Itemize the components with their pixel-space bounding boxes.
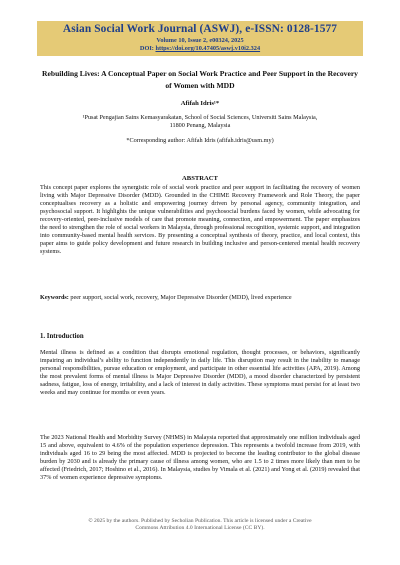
journal-title: Asian Social Work Journal (ASWJ), e-ISSN: 0128-1577 — [62, 23, 338, 35]
doi-link[interactable]: https://doi.org/10.47405/aswj.v10i2.324 — [155, 45, 261, 52]
affiliation-line-2: 11800 Penang, Malaysia — [169, 122, 231, 130]
journal-header — [37, 21, 363, 56]
corresponding-author: *Corresponding author: Afifah Idris (afifah.idris@usm.my) — [126, 136, 274, 144]
affiliation-line-1: ¹Pusat Pengajian Sains Kemasyarakatan, School of Social Sciences, Universiti Sains Malaysia, — [82, 114, 318, 121]
section-heading-introduction: 1. Introduction — [40, 333, 84, 340]
intro-paragraph-1: Mental illness is defined as a condition that disrupts emotional regulation, thought processes, or behaviors, significantly impairing an individual’s ability to function independently in daily life. This disruption may result in the inability to manage personal responsibilities, pursue education or employment, and participate in other essential life activities (APA, 2019). Among the most prevalent forms of mental illness is Major Depressive Disorder (MDD), a mood disorder characterized by persistent sadness, fatigue, loss of energy, irritability, and a lack of interest in daily activities. These symptoms must persist for at least two weeks and may continue for months or even years. — [40, 349, 360, 396]
keywords-label: Keywords: — [40, 294, 69, 301]
license-footer — [40, 518, 360, 533]
footer-line-2: Commons Attribution 4.0 International License (CC BY). — [135, 525, 265, 532]
abstract-heading: ABSTRACT — [182, 175, 218, 182]
intro-paragraph-2: The 2023 National Health and Morbidity Survey (NHMS) in Malaysia reported that approximately one million individuals aged 15 and above, equivalent to 4.6% of the population experience depression. This represents a twofold increase from 2019, with individuals aged 16 to 29 being the most affected. MDD is projected to become the leading contributor to the global disease burden by 2030 and is already the primary cause of illness among women, who are 1.5 to 2 times more likely than men to be affected (Friedrich, 2017; Hoshino et al., 2016). In Malaysia, studies by Vimala et al. (2021) and Yong et al. (2019) revealed that 37% of women experience depressive symptoms. — [40, 434, 360, 481]
footer-line-1: © 2025 by the authors. Published by Secholian Publication. This article is licensed under a Creative — [88, 518, 312, 524]
keywords — [40, 294, 360, 302]
paper-title: Rebuilding Lives: A Conceptual Paper on Social Work Practice and Peer Support in the Recovery of Women with MDD — [42, 69, 358, 90]
doi-line — [37, 45, 363, 53]
abstract-text: This concept paper explores the synergistic role of social work practice and peer support in facilitating the recovery of women living with Major Depressive Disorder (MDD). Grounded in the CHIME Recovery Framework and Role Theory, the paper conceptualises recovery as a holistic and empowering journey driven by personal agency, community integration, and psychosocial support. It highlights the unique vulnerabilities and psychosocial burdens faced by women, while advocating for recovery-oriented, peer-inclusive models of care that promote meaning, connection, and empowerment. The paper emphasizes the need to strengthen the role of social workers in Malaysia, through professional recognition, systemic support, and integration into community-based mental health services. By presenting a conceptual synthesis of theory, practice, and local context, this paper aims to guide policy development and future research in building inclusive and person-centered mental health recovery systems. — [40, 184, 360, 255]
title-block — [40, 68, 360, 145]
doi-label: DOI: — [139, 45, 154, 52]
volume-info: Volume 10, Issue 2, e00324, 2025 — [156, 37, 244, 44]
keywords-text: peer support, social work, recovery, Major Depressive Disorder (MDD), lived experience — [68, 294, 292, 301]
affiliation — [40, 114, 360, 131]
author-name: Afifah Idris¹* — [180, 100, 220, 107]
